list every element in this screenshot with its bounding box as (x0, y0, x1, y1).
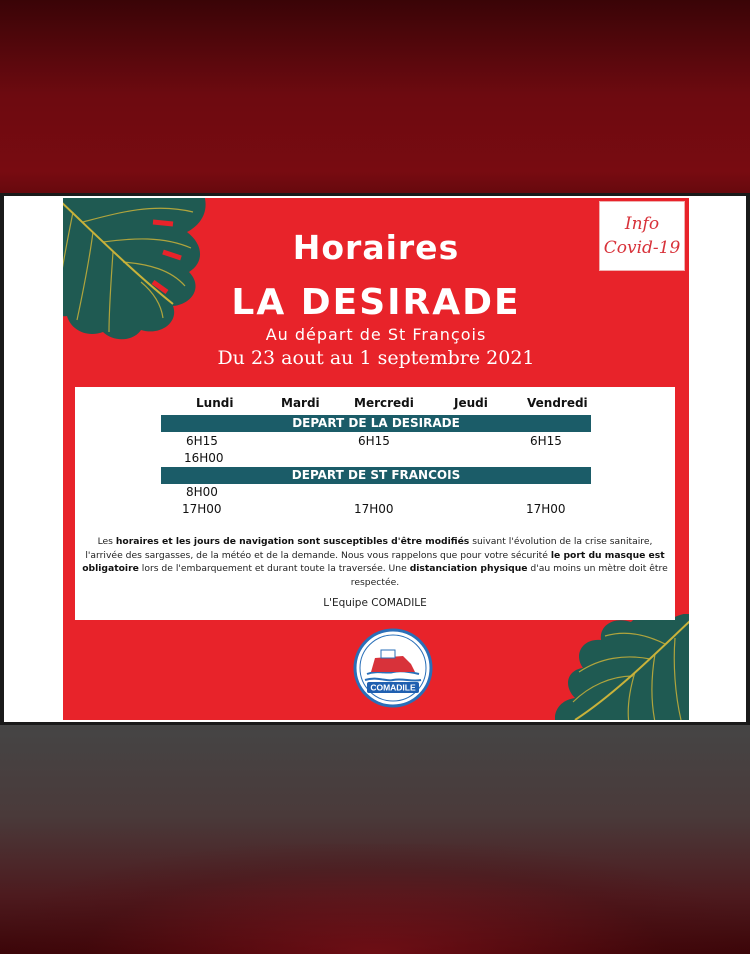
time-cell: 6H15 (530, 434, 562, 448)
logo-wordmark: COMADILE (370, 682, 416, 693)
time-cell: 17H00 (354, 502, 394, 516)
time-cell: 17H00 (182, 502, 222, 516)
time-cell: 16H00 (184, 451, 224, 465)
poster-dates: Du 23 aout au 1 septembre 2021 (217, 347, 535, 369)
notice-signature: L'Equipe COMADILE (323, 597, 427, 609)
poster-subtitle: Au départ de St François (265, 325, 487, 344)
monstera-leaf-bottom-right (555, 614, 689, 720)
badge-line-2: Covid-19 (603, 238, 681, 258)
section-header-depart-desirade: DEPART DE LA DESIRADE (161, 415, 591, 432)
days-header-row (75, 396, 675, 414)
comadile-logo (353, 628, 433, 708)
section-header-depart-st-francois: DEPART DE ST FRANCOIS (161, 467, 591, 484)
badge-line-1: Info (624, 214, 660, 234)
frame-border-left (0, 193, 4, 725)
time-cell: 6H15 (186, 434, 218, 448)
day-mardi: Mardi (281, 396, 320, 410)
image-frame (0, 193, 750, 725)
time-cell: 6H15 (358, 434, 390, 448)
frame-border-right (746, 193, 750, 725)
blurred-background-bottom (0, 724, 750, 954)
poster-title: Horaires (292, 228, 460, 267)
notice-text: Les horaires et les jours de navigation sont susceptibles d'être modifiés suivant l'évolution de la crise sanitaire, l'arrivée des sargasses, de la météo et de la demande. Nous vous rappelons que pour votre sécurité le port du masque est obligatoire lors de l'embarquement et durant toute la traversée. Une distanciation physique d'au moins un mètre doit être respectée. (82, 536, 668, 588)
day-lundi: Lundi (196, 396, 234, 410)
day-mercredi: Mercredi (354, 396, 414, 410)
time-cell: 17H00 (526, 502, 566, 516)
day-vendredi: Vendredi (527, 396, 588, 410)
time-cell: 8H00 (186, 485, 218, 499)
schedule-poster (63, 198, 689, 720)
day-jeudi: Jeudi (454, 396, 488, 410)
poster-destination: LA DESIRADE (231, 282, 521, 323)
schedule-panel (75, 387, 675, 620)
